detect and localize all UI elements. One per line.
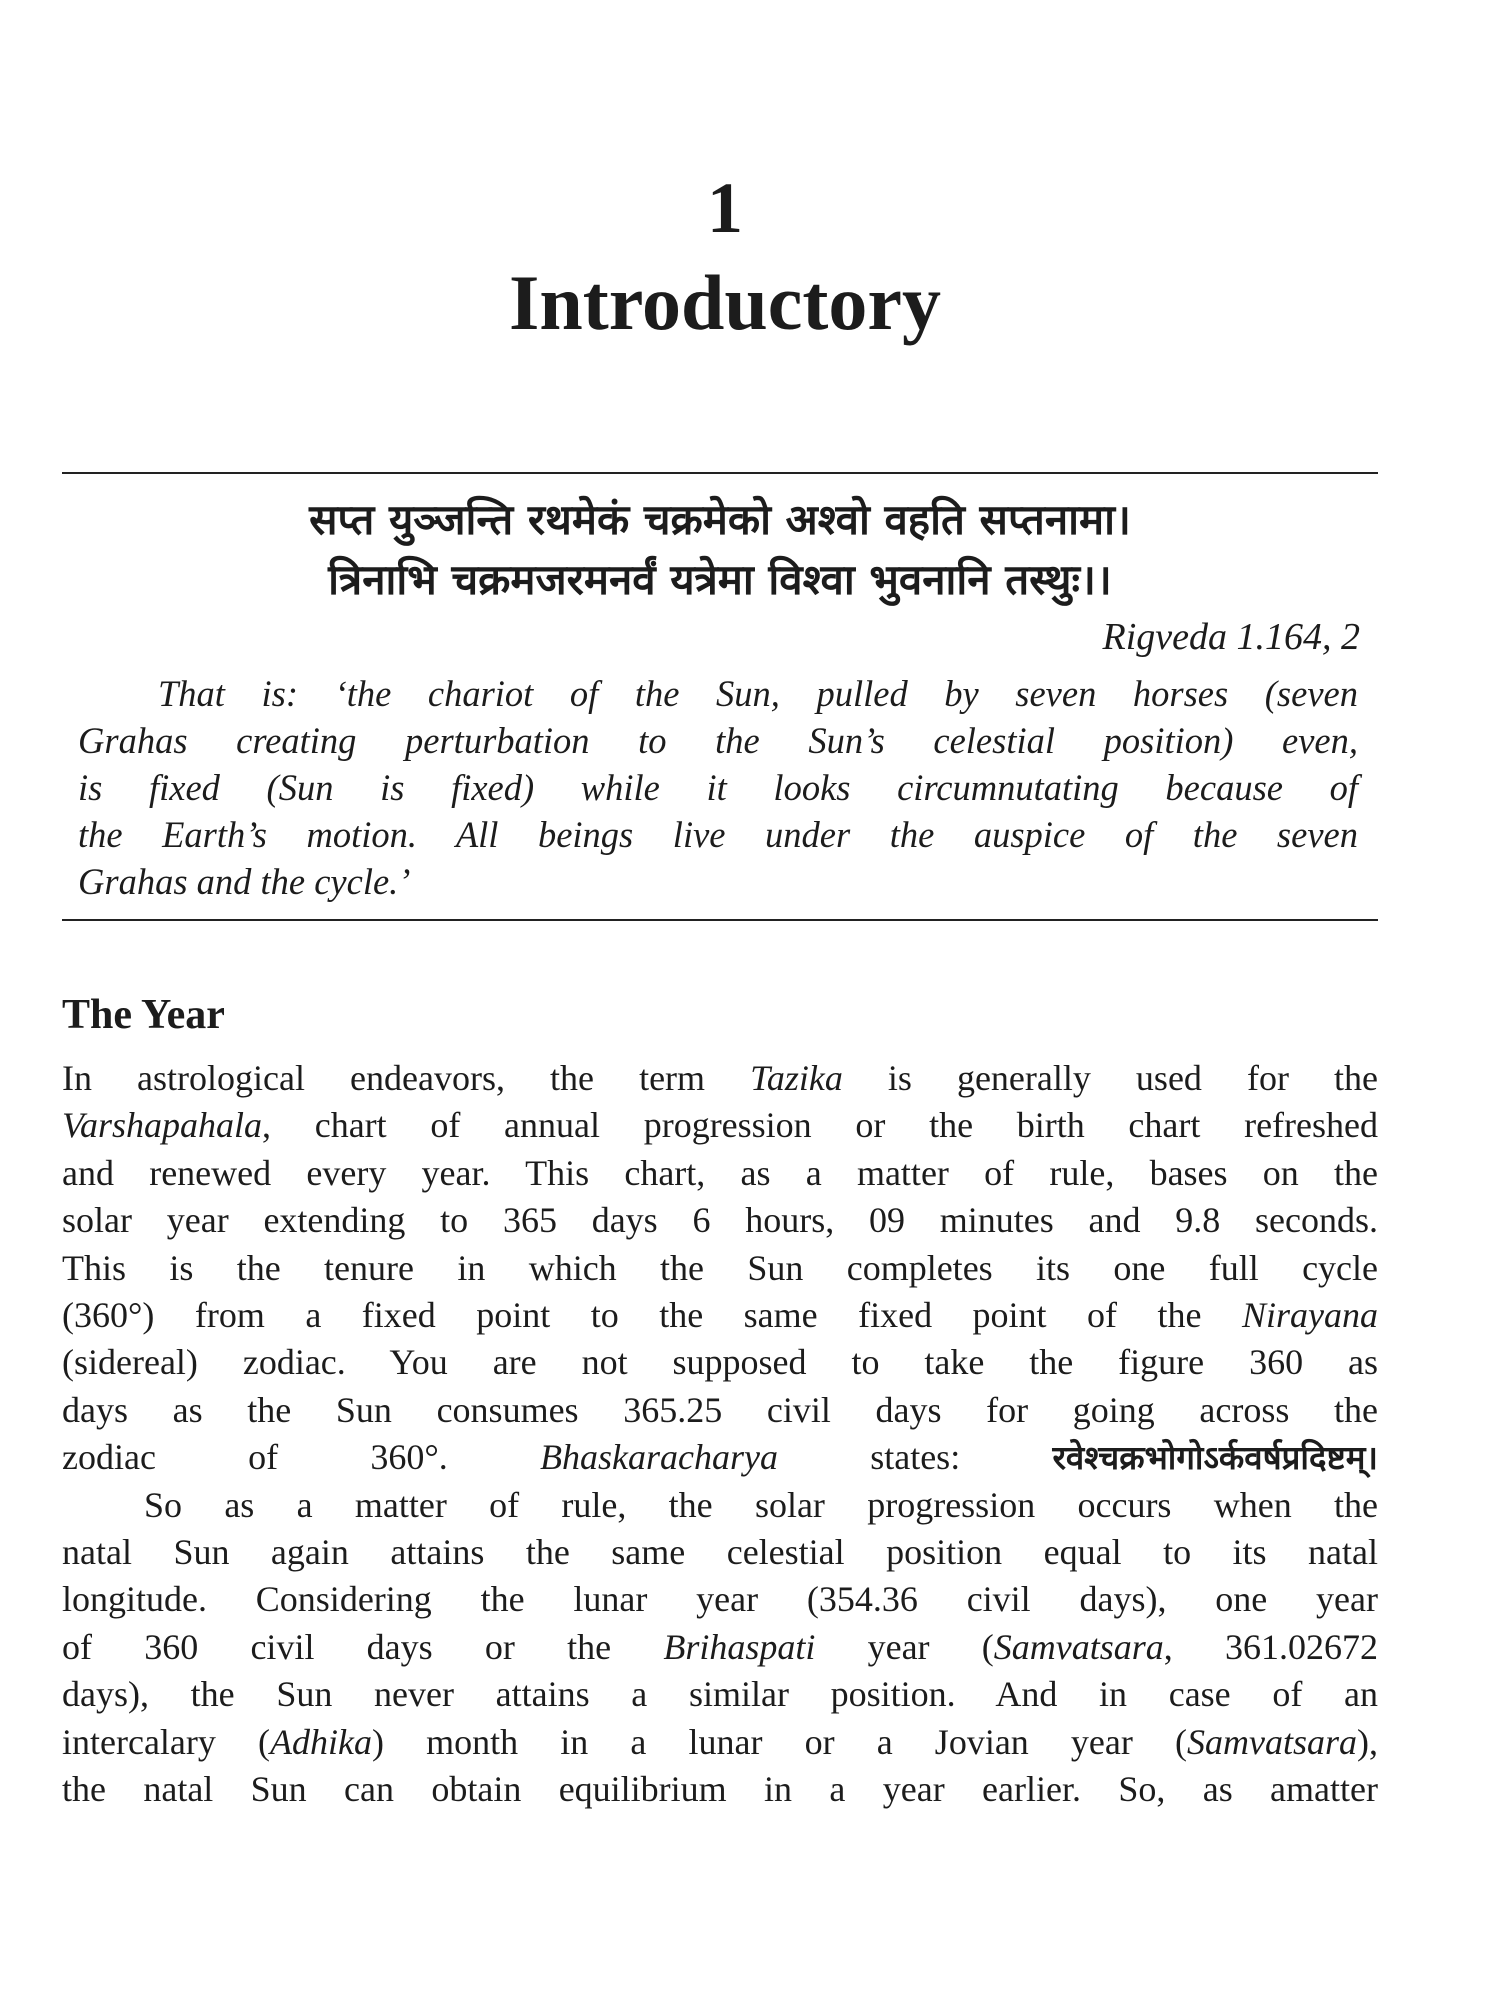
translation-line: the Earth’s motion. All beings live under the auspice of the seven	[78, 814, 1358, 855]
body-line	[62, 1434, 1378, 1481]
translation-line: is fixed (Sun is fixed) while it looks circumnutating because of	[78, 767, 1358, 808]
body-line	[62, 1671, 1378, 1718]
body-line	[62, 1102, 1378, 1149]
text-run: year (	[815, 1626, 994, 1667]
sanskrit-verse-line-1: सप्त युञ्जन्ति रथमेकं चक्रमेको अश्वो वहति सप्तनामा।	[309, 495, 1131, 544]
italic-term: Adhika	[270, 1721, 372, 1762]
sanskrit-quote: रवेश्चक्रभोगोऽर्कवर्षप्रदिष्टम्।	[1052, 1438, 1379, 1478]
text-run: is generally used for the	[842, 1058, 1378, 1098]
text-run: and renewed every year. This chart, as a matter of rule, bases on the	[62, 1152, 1378, 1193]
text-run: states:	[777, 1437, 1053, 1478]
text-run: (360°) from a fixed point to the same fixed point of the	[62, 1295, 1242, 1336]
body-line	[62, 1055, 1378, 1102]
body-line	[62, 1387, 1378, 1434]
text-run: solar year extending to 365 days 6 hours, 09 minutes and 9.8 seconds.	[62, 1200, 1378, 1241]
italic-term: Nirayana	[1241, 1295, 1378, 1336]
italic-term: Varshapahala	[62, 1105, 263, 1146]
body-line	[62, 1482, 1378, 1529]
translation-line: Grahas creating perturbation to the Sun’s celestial position) even,	[78, 720, 1358, 761]
chapter-number: 1	[707, 168, 743, 248]
text-run: In astrological endeavors, the term	[62, 1058, 751, 1098]
italic-term: Samvatsara	[1187, 1721, 1357, 1762]
body-line	[62, 1624, 1378, 1671]
body-line	[62, 1719, 1378, 1766]
body-line	[62, 1766, 1378, 1813]
chapter-title: Introductory	[509, 259, 941, 346]
body-line	[62, 1576, 1378, 1623]
body-line	[62, 1529, 1378, 1576]
body-line	[62, 1339, 1378, 1386]
text-run: , chart of annual progression or the birth chart refreshed	[262, 1105, 1378, 1146]
body-line	[62, 1150, 1378, 1197]
text-run: days), the Sun never attains a similar position. And in case of an	[62, 1674, 1378, 1715]
section-heading: The Year	[62, 992, 225, 1038]
text-run: This is the tenure in which the Sun completes its one full cycle	[62, 1247, 1378, 1288]
text-run: , 361.02672	[1163, 1626, 1378, 1667]
epigraph-top-rule	[62, 472, 1378, 474]
text-run: intercalary (	[62, 1721, 271, 1762]
epigraph-bottom-rule	[62, 919, 1378, 921]
sanskrit-verse-line-2: त्रिनाभि चक्रमजरमनर्वं यत्रेमा विश्वा भुवनानि तस्थुः।।	[328, 555, 1112, 604]
italic-term: Samvatsara	[993, 1626, 1164, 1667]
body-line	[62, 1197, 1378, 1244]
text-run: (sidereal) zodiac. You are not supposed to take the figure 360 as	[62, 1342, 1378, 1383]
verse-translation	[78, 670, 1358, 905]
text-run: the natal Sun can obtain equilibrium in a year earlier. So, as amatter	[62, 1769, 1378, 1810]
text-run: So as a matter of rule, the solar progression occurs when the	[144, 1484, 1378, 1525]
text-run: days as the Sun consumes 365.25 civil days for going across the	[62, 1389, 1378, 1430]
body-line	[62, 1245, 1378, 1292]
italic-term: Tazika	[750, 1058, 843, 1098]
text-run: of 360 civil days or the	[62, 1626, 664, 1667]
text-run: ) month in a lunar or a Jovian year (	[372, 1721, 1187, 1762]
text-run: zodiac of 360°.	[62, 1437, 541, 1478]
verse-citation: Rigveda 1.164, 2	[1102, 616, 1360, 658]
text-run: ),	[1357, 1721, 1378, 1762]
translation-line: That is: ‘the chariot of the Sun, pulled by seven horses (seven	[158, 673, 1358, 714]
italic-term: Brihaspati	[663, 1626, 816, 1667]
body-line	[62, 1292, 1378, 1339]
text-run: natal Sun again attains the same celestial position equal to its natal	[62, 1532, 1378, 1573]
text-run: longitude. Considering the lunar year (354.36 civil days), one year	[62, 1579, 1378, 1620]
translation-line: Grahas and the cycle.’	[78, 861, 411, 902]
section-body-text	[62, 1055, 1378, 1814]
italic-term: Bhaskaracharya	[540, 1437, 778, 1478]
